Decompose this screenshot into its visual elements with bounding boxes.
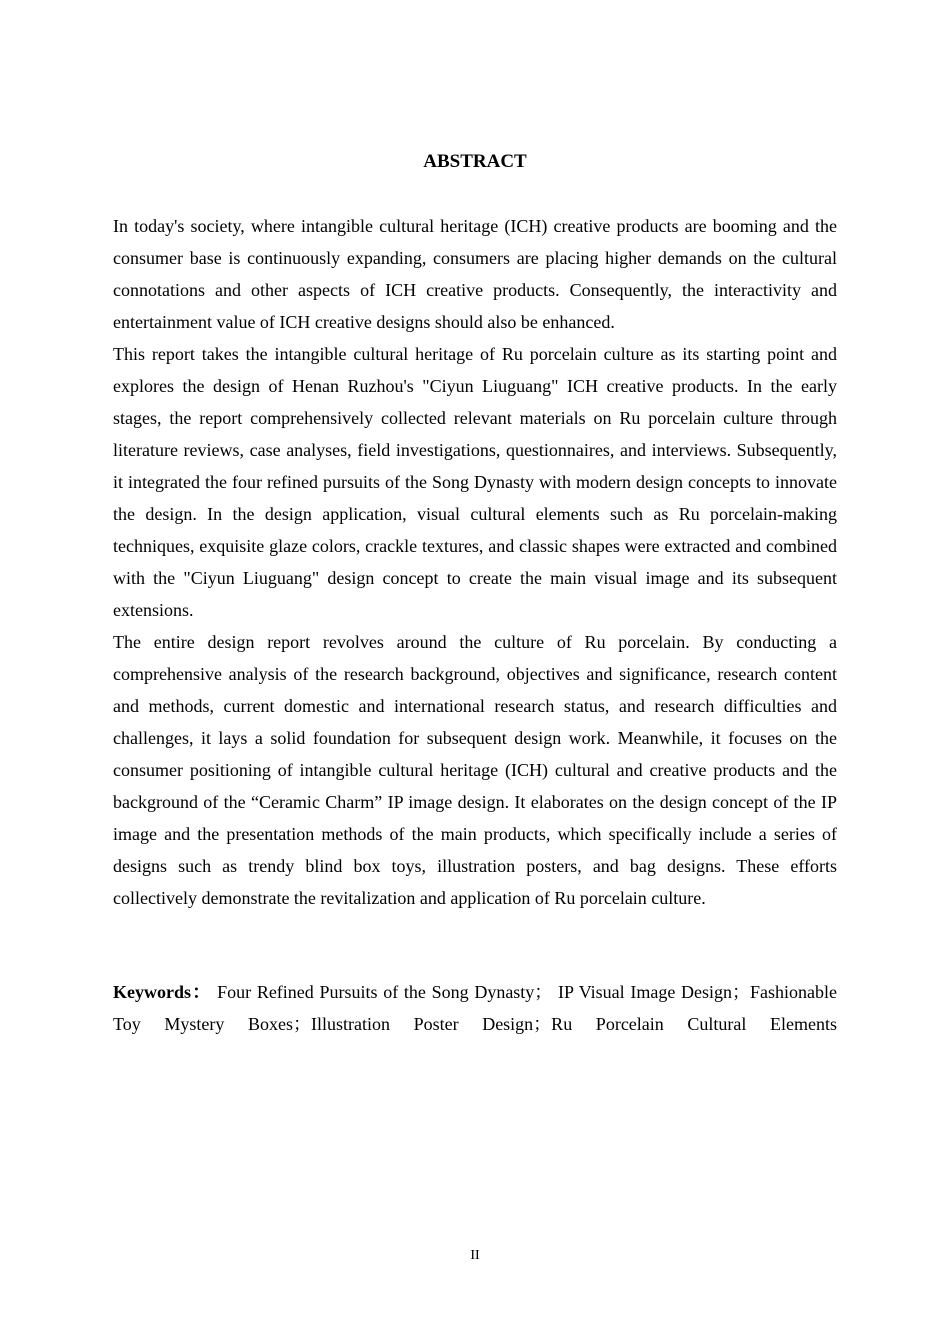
abstract-body [113, 210, 837, 914]
abstract-paragraph-1: In today's society, where intangible cultural heritage (ICH) creative products are booming and the consumer base is continuously expanding, consumers are placing higher demands on the cultural connotations and other aspects of ICH creative products. Consequently, the interactivity and entertainment value of ICH creative designs should also be enhanced. [113, 216, 837, 332]
abstract-paragraph-2: This report takes the intangible cultural heritage of Ru porcelain culture as its starting point and explores the design of Henan Ruzhou's "Ciyun Liuguang" ICH creative products. In the early stages, the report comprehensively collected relevant materials on Ru porcelain culture through literature reviews, case analyses, field investigations, questionnaires, and interviews. Subsequently, it integrated the four refined pursuits of the Song Dynasty with modern design concepts to innovate the design. In the design application, visual cultural elements such as Ru porcelain-making techniques, exquisite glaze colors, crackle textures, and classic shapes were extracted and combined with the "Ciyun Liuguang" design concept to create the main visual image and its subsequent extensions. [113, 344, 837, 620]
abstract-title: ABSTRACT [423, 151, 527, 172]
keywords-label: Keywords： [113, 982, 212, 1002]
keywords-text: Four Refined Pursuits of the Song Dynasty； IP Visual Image Design；Fashionable Toy Mystery Boxes；Illustration Poster Design；Ru Porcelain Cultural Elements [113, 982, 837, 1034]
abstract-paragraph-3: The entire design report revolves around the culture of Ru porcelain. By conducting a comprehensive analysis of the research background, objectives and significance, research content and methods, current domestic and international research status, and research difficulties and challenges, it lays a solid foundation for subsequent design work. Meanwhile, it focuses on the consumer positioning of intangible cultural heritage (ICH) cultural and creative products and the background of the “Ceramic Charm” IP image design. It elaborates on the design concept of the IP image and the presentation methods of the main products, which specifically include a series of designs such as trendy blind box toys, illustration posters, and bag designs. These efforts collectively demonstrate the revitalization and application of Ru porcelain culture. [113, 632, 837, 908]
keywords-block [113, 976, 837, 1040]
page-number: II [470, 1248, 480, 1263]
